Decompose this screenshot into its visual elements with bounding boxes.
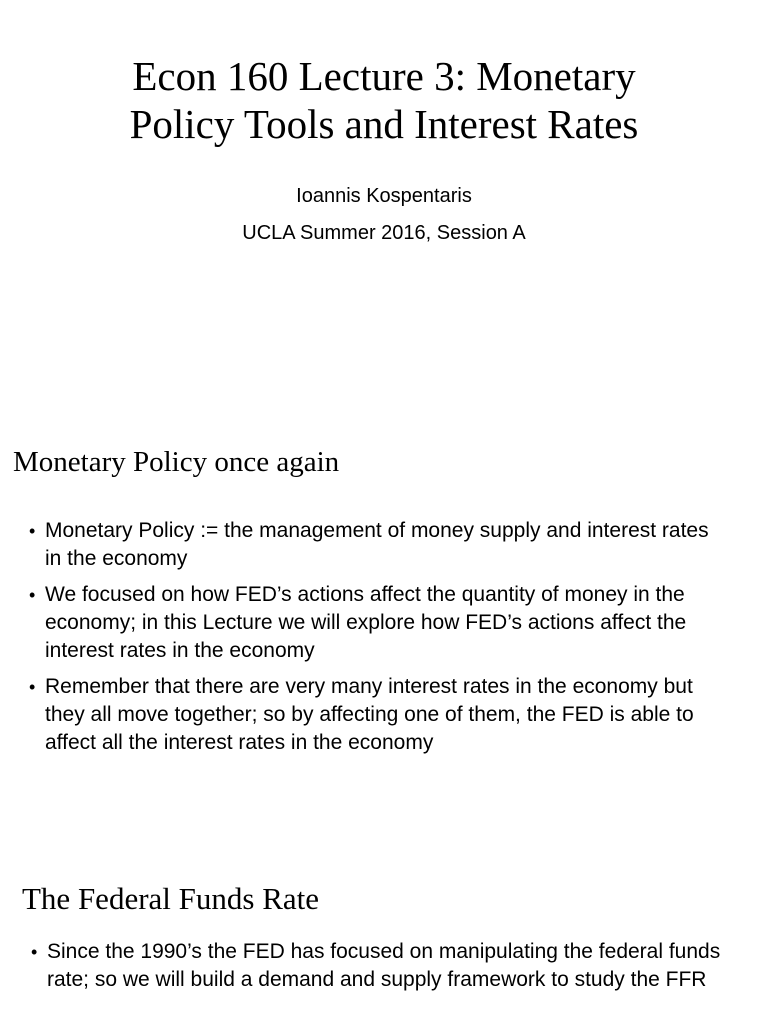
bullet-icon: • xyxy=(29,677,36,697)
bullet-icon: • xyxy=(29,585,36,605)
bullet-list xyxy=(31,938,731,1002)
list-item xyxy=(29,581,719,665)
author-name: Ioannis Kospentaris xyxy=(296,185,472,207)
lecture-title-line-2: Policy Tools and Interest Rates xyxy=(129,101,639,147)
bullet-text: Since the 1990’s the FED has focused on manipulating the federal funds rate; so we will build a demand and supply framework to study the FFR xyxy=(47,940,721,991)
list-item xyxy=(29,517,719,573)
bullet-list xyxy=(29,517,719,765)
bullet-icon: • xyxy=(29,521,36,541)
session-info: UCLA Summer 2016, Session A xyxy=(242,222,526,244)
slide-heading: Monetary Policy once again xyxy=(13,446,340,478)
list-item xyxy=(31,938,731,994)
bullet-text: Monetary Policy := the management of money supply and interest rates in the economy xyxy=(45,519,709,570)
lecture-title-line-1: Econ 160 Lecture 3: Monetary xyxy=(132,53,636,99)
bullet-icon: • xyxy=(31,942,38,962)
title-slide xyxy=(0,0,768,300)
slide-heading: The Federal Funds Rate xyxy=(22,881,320,916)
monetary-policy-slide xyxy=(0,420,768,800)
lecture-title xyxy=(40,52,728,148)
bullet-text: We focused on how FED’s actions affect the quantity of money in the economy; in this Lecture we will explore how FED’s actions affect the interest rates in the economy xyxy=(45,583,687,662)
list-item xyxy=(29,673,719,757)
bullet-text: Remember that there are very many interest rates in the economy but they all move together; so by affecting one of them, the FED is able to affect all the interest rates in the economy xyxy=(45,675,694,754)
federal-funds-rate-slide xyxy=(0,860,768,1024)
